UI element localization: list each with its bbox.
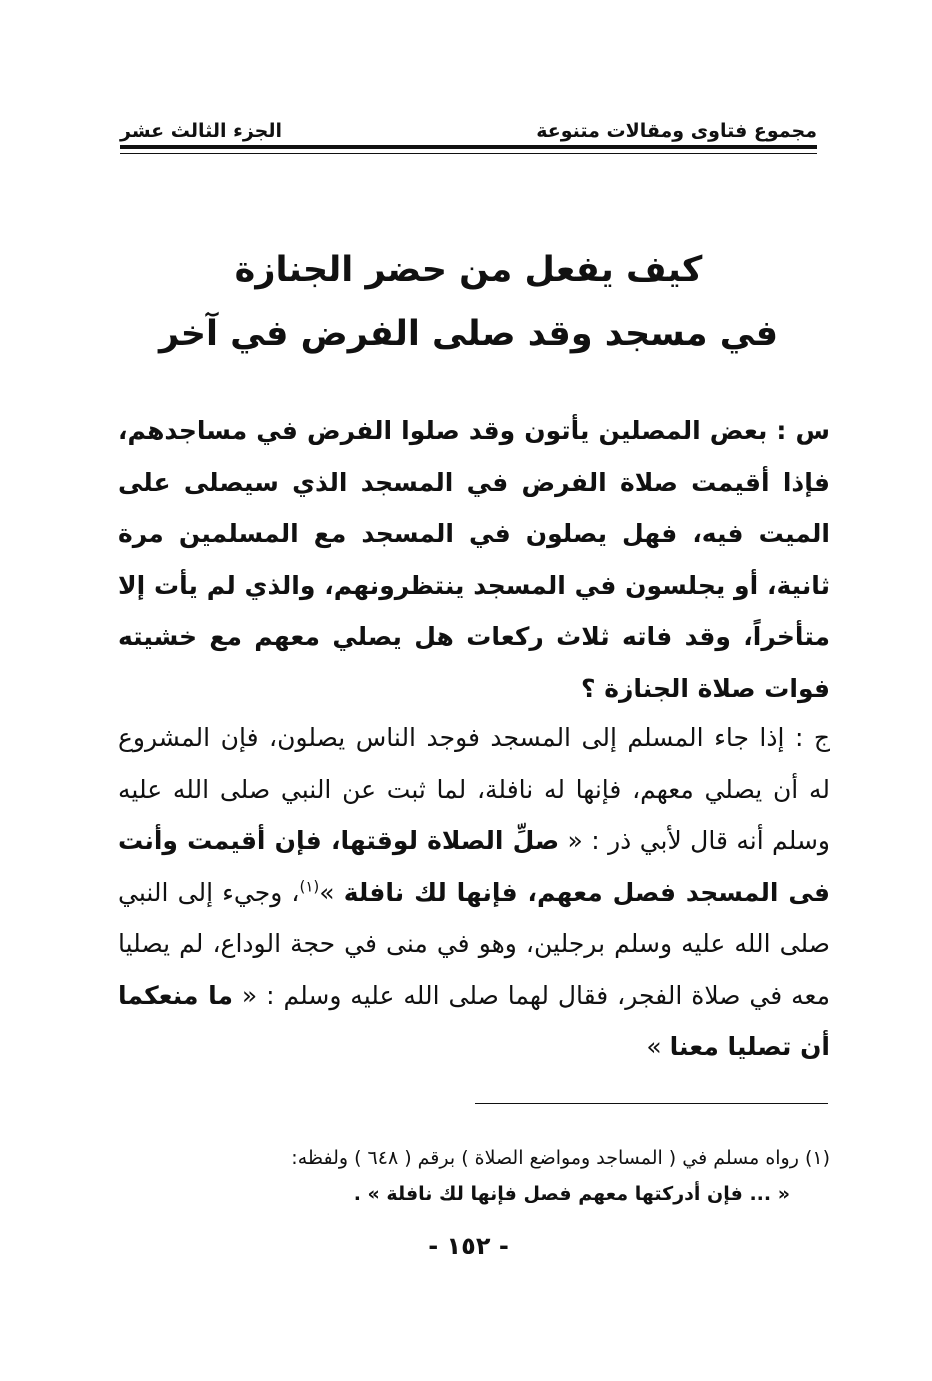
question-paragraph: س : بعض المصلين يأتون وقد صلوا الفرض في مساجدهم، فإذا أقيمت صلاة الفرض في المسجد الذي سيصلى على الميت فيه، فهل يصلون في المسجد مع المسلمين مرة ثانية، أو يجلسون في المسجد ينتظرونهم، والذي لم يأت إلا متأخراً، وقد فاته ثلاث ركعات هل يصلي معهم مع خشيته فوات صلاة الجنازة ؟ xyxy=(118,416,830,703)
book-title: مجموع فتاوى ومقالات متنوعة xyxy=(536,120,817,142)
page-number: - ١٥٢ - xyxy=(428,1232,509,1260)
hadith-quote-2: ما منعكما أن تصليا معنا xyxy=(118,980,830,1061)
header-rule-thick xyxy=(120,145,817,149)
hadith-quote-1: صلِّ الصلاة لوقتها، فإن أقيمت وأنت فى المسجد فصل معهم، فإنها لك نافلة xyxy=(118,826,830,907)
footnote-line-1: (١) رواه مسلم في ( المساجد ومواضع الصلاة ) برقم ( ٦٤٨ ) ولفظه: xyxy=(291,1147,830,1169)
footnote-separator xyxy=(475,1103,828,1104)
title-line-2: في مسجد وقد صلى الفرض في آخر xyxy=(158,314,779,354)
answer-text-2: » xyxy=(319,877,344,907)
answer-text-3: ، وجيء إلى النبي صلى الله عليه وسلم برجلين، وهو في منى في حجة الوداع، لم يصليا معه في صلاة الفجر، فقال لهما صلى الله عليه وسلم : « xyxy=(118,877,830,1010)
answer-paragraph xyxy=(118,712,830,1073)
footnote xyxy=(118,1140,830,1212)
running-header xyxy=(120,108,817,142)
footnote-line-2: « ... فإن أدركتها معهم فصل فإنها لك نافلة » . xyxy=(353,1183,790,1205)
header-rule-thin xyxy=(120,153,817,154)
answer-text-4: » xyxy=(646,1032,670,1061)
footnote-marker: (١) xyxy=(299,877,320,896)
answer-text-1: ج : إذا جاء المسلم إلى المسجد فوجد الناس يصلون، فإن المشروع له أن يصلي معهم، فإنها له نافلة، لما ثبت عن النبي صلى الله عليه وسلم أنه قال لأبي ذر : « xyxy=(118,723,830,855)
volume-label: الجزء الثالث عشر xyxy=(120,120,283,142)
section-title xyxy=(120,238,817,366)
title-line-1: كيف يفعل من حضر الجنازة xyxy=(234,250,703,290)
